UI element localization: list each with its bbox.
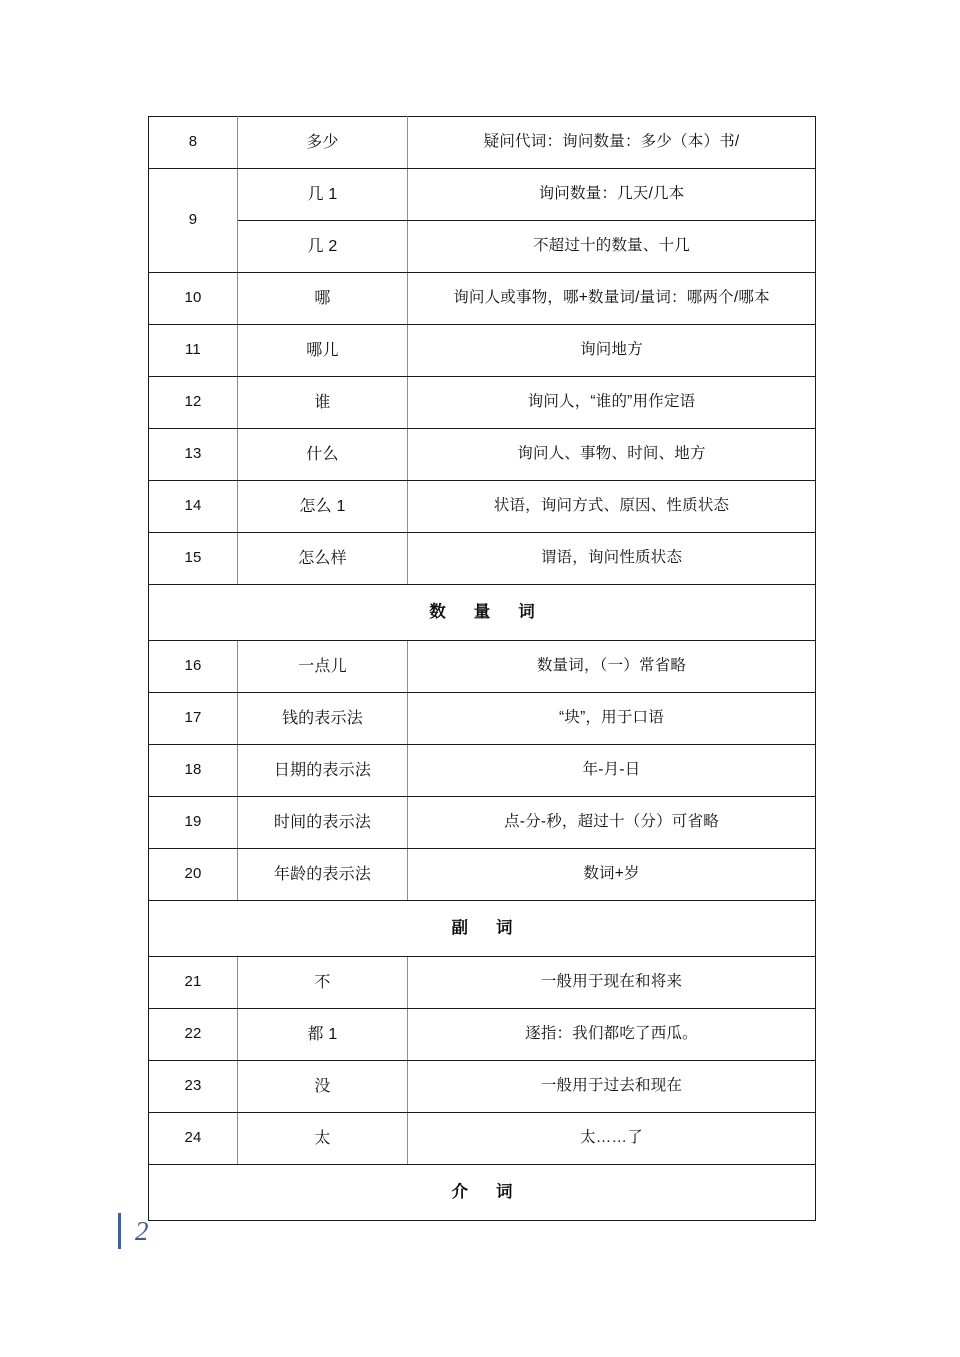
table-row <box>149 533 816 585</box>
row-word: 怎么样 <box>238 533 408 585</box>
table-row <box>149 377 816 429</box>
table-row <box>149 169 816 221</box>
row-description: 太……了 <box>408 1113 816 1165</box>
section-banner-title: 副词 <box>149 901 816 957</box>
row-description: 逐指：我们都吃了西瓜。 <box>408 1009 816 1061</box>
row-word: 几 2 <box>238 221 408 273</box>
row-word: 时间的表示法 <box>238 797 408 849</box>
table-row <box>149 325 816 377</box>
row-word: 一点儿 <box>238 641 408 693</box>
row-description: 点-分-秒，超过十（分）可省略 <box>408 797 816 849</box>
grammar-table-body <box>149 117 816 1221</box>
row-word: 日期的表示法 <box>238 745 408 797</box>
row-word: 多少 <box>238 117 408 169</box>
row-word: 几 1 <box>238 169 408 221</box>
table-row <box>149 745 816 797</box>
row-index: 8 <box>149 117 238 169</box>
row-description: 询问数量：几天/几本 <box>408 169 816 221</box>
section-banner-title: 数量词 <box>149 585 816 641</box>
table-row <box>149 641 816 693</box>
row-word: 都 1 <box>238 1009 408 1061</box>
row-index: 15 <box>149 533 238 585</box>
row-description: 询问人或事物，哪+数量词/量词：哪两个/哪本 <box>408 273 816 325</box>
row-description: 一般用于过去和现在 <box>408 1061 816 1113</box>
row-index: 11 <box>149 325 238 377</box>
table-row <box>149 1061 816 1113</box>
page-number: 2 <box>135 1215 149 1246</box>
table-row <box>149 1009 816 1061</box>
row-description: 数量词，（一）常省略 <box>408 641 816 693</box>
row-description: 不超过十的数量、十几 <box>408 221 816 273</box>
row-index: 20 <box>149 849 238 901</box>
row-word: 年龄的表示法 <box>238 849 408 901</box>
row-index: 21 <box>149 957 238 1009</box>
row-index: 10 <box>149 273 238 325</box>
table-row <box>149 1113 816 1165</box>
row-word: 怎么 1 <box>238 481 408 533</box>
row-index: 12 <box>149 377 238 429</box>
row-description: “块”，用于口语 <box>408 693 816 745</box>
row-index: 22 <box>149 1009 238 1061</box>
row-index: 18 <box>149 745 238 797</box>
table-row <box>149 273 816 325</box>
row-description: 询问人、事物、时间、地方 <box>408 429 816 481</box>
row-word: 谁 <box>238 377 408 429</box>
row-index: 13 <box>149 429 238 481</box>
table-row <box>149 957 816 1009</box>
page-footer <box>118 1213 149 1249</box>
row-index: 19 <box>149 797 238 849</box>
table-row <box>149 429 816 481</box>
row-index: 14 <box>149 481 238 533</box>
row-description: 询问地方 <box>408 325 816 377</box>
grammar-table <box>148 116 816 1221</box>
row-index: 17 <box>149 693 238 745</box>
row-description: 谓语，询问性质状态 <box>408 533 816 585</box>
table-row <box>149 797 816 849</box>
row-description: 疑问代词：询问数量：多少（本）书/ <box>408 117 816 169</box>
section-banner-row <box>149 901 816 957</box>
row-description: 一般用于现在和将来 <box>408 957 816 1009</box>
table-row <box>149 221 816 273</box>
section-banner-row <box>149 1165 816 1221</box>
row-index: 24 <box>149 1113 238 1165</box>
table-row <box>149 117 816 169</box>
row-description: 数词+岁 <box>408 849 816 901</box>
row-word: 太 <box>238 1113 408 1165</box>
table-row <box>149 849 816 901</box>
section-banner-title: 介词 <box>149 1165 816 1221</box>
section-banner-row <box>149 585 816 641</box>
table-row <box>149 693 816 745</box>
row-index: 16 <box>149 641 238 693</box>
row-word: 不 <box>238 957 408 1009</box>
table-row <box>149 481 816 533</box>
row-description: 询问人，“谁的”用作定语 <box>408 377 816 429</box>
row-word: 钱的表示法 <box>238 693 408 745</box>
row-description: 年-月-日 <box>408 745 816 797</box>
row-index: 23 <box>149 1061 238 1113</box>
row-word: 哪儿 <box>238 325 408 377</box>
footer-rule-decoration <box>118 1213 121 1249</box>
row-index: 9 <box>149 169 238 273</box>
row-word: 什么 <box>238 429 408 481</box>
row-description: 状语，询问方式、原因、性质状态 <box>408 481 816 533</box>
row-word: 没 <box>238 1061 408 1113</box>
row-word: 哪 <box>238 273 408 325</box>
